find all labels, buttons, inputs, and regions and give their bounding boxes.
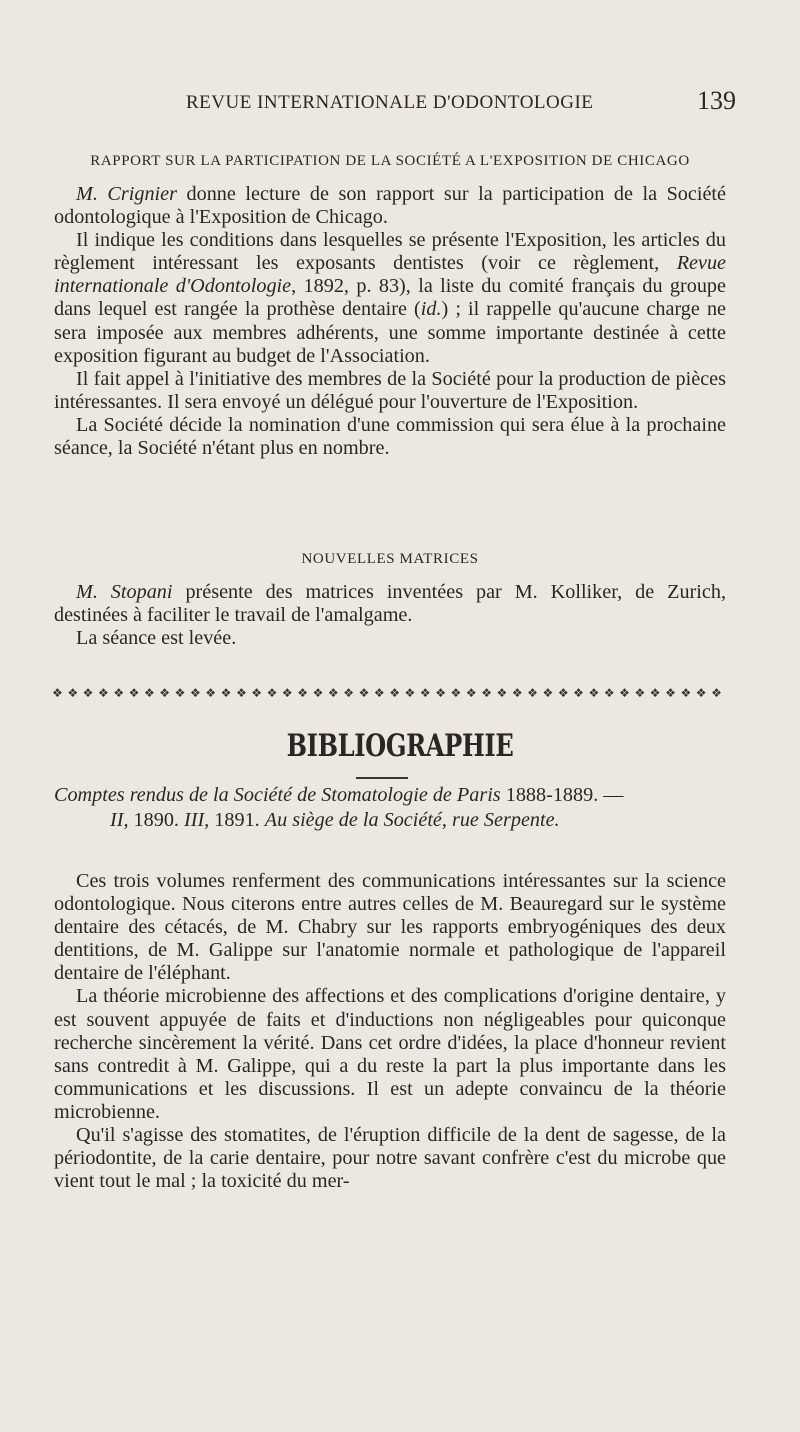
- ornament-glyph: ❖: [235, 686, 247, 700]
- ornament-glyph: ❖: [189, 686, 201, 700]
- review-body: [54, 870, 726, 1193]
- paragraph: La séance est levée.: [76, 627, 237, 650]
- ornament-glyph: ❖: [343, 686, 354, 700]
- ornament-glyph: ❖: [389, 686, 400, 700]
- ornament-glyph: ❖: [113, 686, 125, 700]
- paragraph: Qu'il s'agisse des stomatites, de l'éruption difficile de la dent de sagesse, de la périodontite, de la carie dentaire, pour notre savant confrère c'est du microbe que vient tout le mal ; la toxicité du mer-: [54, 1124, 726, 1193]
- ornament-glyph: ❖: [542, 686, 554, 700]
- ornament-glyph: ❖: [159, 686, 171, 700]
- paragraph: Il fait appel à l'initiative des membres de la Société pour la production de pièces intéressantes. Il sera envoyé un délégué pour l'ouverture de l'Exposition.: [54, 367, 726, 413]
- ornament-glyph: ❖: [266, 686, 278, 700]
- paragraph: Il indique les conditions dans lesquelles se présente l'Exposition, les articles du règlement intéressant les exposants dentistes (voir ce règlement, Revue internationale d'Odontologie, 1892, p. 83), la liste du comité français du groupe dans lequel est rangée la prothèse dentaire (id.) ; il rappelle qu'aucune charge ne sera imposée aux membres adhérents, une somme importante destinée à cette exposition figurant au budget de l'Association.: [54, 229, 726, 367]
- ornament-glyph: ❖: [603, 686, 615, 700]
- ornament-glyph: ❖: [327, 686, 339, 700]
- speaker-name: M. Crignier: [76, 183, 177, 205]
- running-title: REVUE INTERNATIONALE D'ODONTOLOGIE: [186, 92, 594, 113]
- ornament-glyph: ❖: [297, 686, 309, 700]
- ornament-glyph: ❖: [450, 686, 462, 700]
- section-heading-matrices: NOUVELLES MATRICES: [301, 551, 479, 567]
- paragraph: La théorie microbienne des affections et des complications d'origine dentaire, y est souvent appuyée de faits et d'inductions non négligeables pour quiconque recherche sincèrement la vérité. Dans cet ordre d'idées, la place d'honneur revient sans contredit à M. Galippe, qui a du reste la part la plus importante dans les communications et les discussions. Il est un adepte convaincu de la théorie microbienne.: [54, 985, 726, 1123]
- ornament-glyph: ❖: [665, 686, 676, 700]
- ornament-glyph: ❖: [634, 686, 646, 700]
- title-rule: [356, 777, 408, 779]
- bibliography-title: BIBLIOGRAPHIE: [286, 728, 514, 764]
- ornament-glyph: ❖: [67, 686, 79, 700]
- paragraph: M. Crignier donne lecture de son rapport sur la participation de la Société odontologique à l'Exposition de Chicago.: [54, 183, 727, 229]
- ornament-glyph: ❖: [220, 686, 232, 700]
- ornament-glyph: ❖: [373, 686, 385, 700]
- running-header: [56, 86, 736, 122]
- ornament-glyph: ❖: [251, 686, 263, 700]
- ornament-glyph: ❖: [205, 686, 217, 700]
- section-heading-exposition: RAPPORT SUR LA PARTICIPATION DE LA SOCIÉTÉ A L'EXPOSITION DE CHICAGO: [90, 153, 690, 169]
- ornament-glyph: ❖: [143, 686, 155, 700]
- ornament-glyph: ❖: [465, 686, 477, 700]
- ornament-glyph: ❖: [174, 686, 186, 700]
- speaker-name: M. Stopani: [76, 581, 173, 603]
- ornament-glyph: ❖: [82, 686, 94, 700]
- ornament-glyph: ❖: [435, 686, 446, 700]
- ornament-glyph: ❖: [97, 686, 109, 700]
- ornament-glyph: ❖: [358, 686, 370, 700]
- ornament-glyph: ❖: [619, 686, 630, 700]
- paragraph: Ces trois volumes renferment des communications intéressantes sur la science odontologique. Nous citerons entre autres celles de M. Beauregard sur le système dentaire des cétacés, de M. Chabry sur les rapports embryogéniques des deux dentitions, de M. Galippe sur l'anatomie normale et pathologique de l'appareil dentaire de l'éléphant.: [54, 870, 726, 985]
- ornament-glyph: ❖: [419, 686, 431, 700]
- ornament-glyph: ❖: [281, 686, 293, 700]
- ornament-glyph: ❖: [527, 686, 538, 700]
- page-number: 139: [697, 86, 736, 115]
- paragraph: M. Stopani présente des matrices inventées par M. Kolliker, de Zurich, destinées à faciliter le travail de l'amalgame.: [54, 581, 726, 627]
- bibliographic-reference: Comptes rendus de la Société de Stomatologie de Paris 1888-1889. — II, 1890. III, 1891. Au siège de la Société, rue Serpente.: [54, 784, 624, 831]
- paragraph: La Société décide la nomination d'une commission qui sera élue à la prochaine séance, la Société n'étant plus en nombre.: [54, 413, 726, 460]
- ornament-glyph: ❖: [573, 686, 584, 700]
- section-exposition: [54, 150, 726, 460]
- ornament-glyph: ❖: [52, 686, 63, 700]
- ornament-glyph: ❖: [496, 686, 508, 700]
- ornament-glyph: ❖: [557, 686, 569, 700]
- ornament-glyph: ❖: [695, 686, 707, 700]
- ornament-glyph: ❖: [404, 686, 416, 700]
- ornament-glyph: ❖: [649, 686, 661, 700]
- journal-title: Revue internationale d'Odontologie: [54, 252, 726, 298]
- ornament-glyph: ❖: [481, 686, 492, 700]
- ornament-glyph: ❖: [128, 686, 140, 700]
- ornament-glyph: ❖: [680, 686, 692, 700]
- ornament-glyph: ❖: [511, 686, 523, 700]
- ornament-glyph: ❖: [588, 686, 600, 700]
- section-matrices: [54, 548, 726, 650]
- ornament-glyph: ❖: [312, 686, 324, 700]
- ornamental-divider: [52, 686, 722, 700]
- ornament-glyph: ❖: [711, 686, 722, 700]
